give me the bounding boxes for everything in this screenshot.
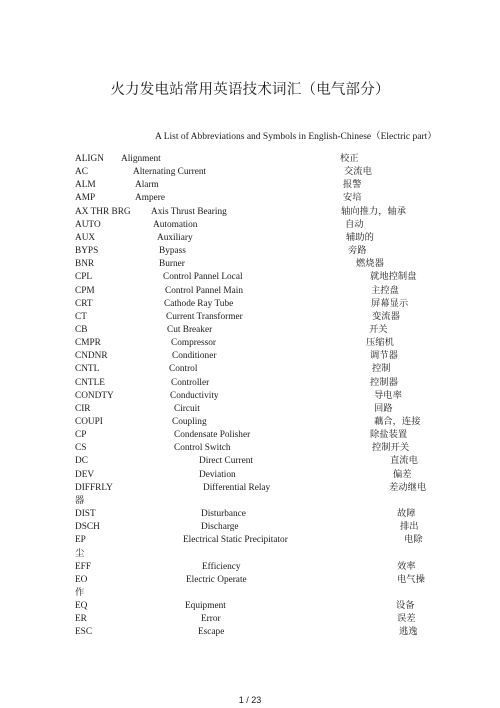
chinese-term: 设备 <box>396 601 415 612</box>
english-term: Control Pannel Main <box>165 285 243 296</box>
abbreviation: EQ <box>75 601 88 612</box>
abbreviation: AUX <box>75 232 96 243</box>
list-item <box>0 219 500 232</box>
english-term: Alignment <box>121 154 161 164</box>
list-item <box>0 206 500 219</box>
list-item-continuation <box>0 495 500 508</box>
english-term: Efficiency <box>202 561 241 572</box>
list-item <box>0 521 500 534</box>
english-term: Automation <box>153 219 198 230</box>
english-term: Differential Relay <box>203 482 271 493</box>
chinese-term: 轴向推力，轴承 <box>341 206 407 217</box>
list-item <box>0 245 500 258</box>
chinese-term: 主控盘 <box>371 285 399 296</box>
abbreviation: CNDNR <box>75 351 108 362</box>
english-term: Circuit <box>174 403 200 414</box>
chinese-term: 作 <box>75 588 85 598</box>
abbreviation: DC <box>75 456 88 467</box>
list-item <box>0 455 500 468</box>
list-item <box>0 377 500 390</box>
list-item <box>0 271 500 284</box>
chinese-term: 屏幕显示 <box>371 298 409 309</box>
list-item <box>0 442 500 455</box>
abbreviation: CMPR <box>75 338 101 349</box>
english-term: Control Pannel Local <box>163 272 243 283</box>
english-term: Conditioner <box>172 351 217 362</box>
page-title: 火力发电站常用英语技术词汇（电气部分） <box>110 82 390 98</box>
chinese-term: 电除 <box>404 535 423 546</box>
list-item <box>0 311 500 324</box>
abbreviation: EP <box>75 535 86 546</box>
english-term: Alarm <box>135 180 159 191</box>
abbreviation: CB <box>75 325 88 335</box>
english-term: Alternating Current <box>133 167 207 178</box>
abbreviation: EFF <box>75 561 92 572</box>
abbreviation: COUPI <box>75 417 103 427</box>
chinese-term: 调节器 <box>370 351 398 362</box>
list-item <box>0 258 500 271</box>
chinese-term: 燃烧器 <box>356 259 384 270</box>
abbreviation: AX THR BRG <box>75 206 131 217</box>
english-term: Control Switch <box>174 443 231 454</box>
list-item <box>0 429 500 442</box>
english-term: Direct Current <box>199 456 253 467</box>
list-item-continuation <box>0 548 500 561</box>
english-term: Ampere <box>135 193 165 204</box>
english-term: Deviation <box>199 469 236 480</box>
list-item <box>0 482 500 495</box>
chinese-term: 电气操 <box>397 574 425 585</box>
page-number: 1 / 23 <box>238 695 262 705</box>
abbreviation: CRT <box>75 298 93 309</box>
chinese-term: 辅助的 <box>346 232 374 243</box>
english-term: Cut Breaker <box>167 325 213 335</box>
list-item <box>0 403 500 416</box>
list-item <box>0 416 500 429</box>
english-term: Bypass <box>159 246 186 257</box>
list-item <box>0 350 500 363</box>
abbreviation: BNR <box>75 259 95 270</box>
english-term: Cathode Ray Tube <box>164 298 234 309</box>
abbreviation: ALIGN <box>75 154 104 164</box>
chinese-term: 效率 <box>397 561 416 572</box>
abbreviation: DSCH <box>75 522 100 533</box>
chinese-term: 器 <box>75 495 85 506</box>
page-subtitle: A List of Abbreviations and Symbols in English-Chinese（Electric part） <box>155 132 437 142</box>
english-term: Compressor <box>171 338 216 349</box>
list-item <box>0 153 500 166</box>
chinese-term: 旁路 <box>348 246 367 257</box>
list-item <box>0 285 500 298</box>
list-item <box>0 534 500 547</box>
abbreviation: AC <box>75 167 88 178</box>
list-item <box>0 508 500 521</box>
abbreviation: CIR <box>75 403 91 414</box>
abbreviation: BYPS <box>75 246 99 257</box>
english-term: Error <box>201 614 221 625</box>
english-term: Control <box>169 364 198 375</box>
list-item <box>0 613 500 626</box>
chinese-term: 交流电 <box>344 167 372 178</box>
abbreviation: AUTO <box>75 219 101 230</box>
chinese-term: 藕合，连接 <box>374 417 421 427</box>
abbreviation: AMP <box>75 193 96 204</box>
english-term: Escape <box>198 627 225 638</box>
chinese-term: 除盐装置 <box>370 430 408 441</box>
chinese-term: 差动继电 <box>389 482 427 493</box>
list-item <box>0 232 500 245</box>
list-item <box>0 469 500 482</box>
english-term: Current Transformer <box>166 311 243 322</box>
chinese-term: 导电率 <box>374 390 402 401</box>
abbreviation: CNTLE <box>75 377 105 388</box>
english-term: Equipment <box>185 601 226 612</box>
abbreviation: CNTL <box>75 364 100 375</box>
chinese-term: 故障 <box>397 509 416 520</box>
chinese-term: 自动 <box>345 219 364 230</box>
abbreviation: CPM <box>75 285 95 296</box>
abbreviation: ER <box>75 614 87 625</box>
list-item <box>0 600 500 613</box>
chinese-term: 安培 <box>343 193 362 204</box>
chinese-term: 变流器 <box>372 311 400 322</box>
chinese-term: 排出 <box>400 522 419 533</box>
chinese-term: 误差 <box>397 614 416 625</box>
list-item <box>0 192 500 205</box>
list-item <box>0 298 500 311</box>
chinese-term: 控制开关 <box>372 443 410 454</box>
chinese-term: 回路 <box>374 403 393 414</box>
chinese-term: 开关 <box>369 325 388 335</box>
english-term: Conductivity <box>170 390 219 401</box>
chinese-term: 校正 <box>340 154 359 164</box>
chinese-term: 逃逸 <box>399 627 418 638</box>
abbreviation: ALM <box>75 180 96 191</box>
list-item <box>0 166 500 179</box>
list-item <box>0 337 500 350</box>
list-item <box>0 324 500 337</box>
abbreviation: CPL <box>75 272 93 283</box>
chinese-term: 偏差 <box>393 469 412 480</box>
abbreviation: CP <box>75 430 87 441</box>
abbreviation: DIST <box>75 509 96 520</box>
english-term: Discharge <box>201 522 239 533</box>
abbreviation: CONDTY <box>75 390 114 401</box>
chinese-term: 尘 <box>75 548 85 559</box>
list-item <box>0 179 500 192</box>
list-item <box>0 626 500 639</box>
list-item <box>0 574 500 587</box>
abbreviation: CS <box>75 443 87 454</box>
english-term: Condensate Polisher <box>174 430 251 441</box>
abbreviation: EO <box>75 574 88 585</box>
english-term: Disturbance <box>201 509 246 520</box>
chinese-term: 直流电 <box>390 456 418 467</box>
chinese-term: 控制 <box>372 364 391 375</box>
english-term: Axis Thrust Bearing <box>151 206 227 217</box>
abbreviation: CT <box>75 311 87 322</box>
list-item <box>0 561 500 574</box>
chinese-term: 报警 <box>343 180 362 191</box>
abbreviation: DEV <box>75 469 95 480</box>
english-term: Electrical Static Precipitator <box>183 535 288 546</box>
list-item-continuation <box>0 587 500 600</box>
english-term: Burner <box>159 259 185 270</box>
list-item <box>0 390 500 403</box>
chinese-term: 就地控制盘 <box>370 272 417 283</box>
list-item <box>0 363 500 376</box>
chinese-term: 控制器 <box>370 377 398 388</box>
english-term: Auxiliary <box>157 232 193 243</box>
english-term: Controller <box>171 377 210 388</box>
abbreviation: ESC <box>75 627 93 638</box>
english-term: Electric Operate <box>186 574 247 585</box>
chinese-term: 压缩机 <box>366 338 394 349</box>
english-term: Coupling <box>172 417 207 427</box>
abbreviation: DIFFRLY <box>75 482 113 493</box>
